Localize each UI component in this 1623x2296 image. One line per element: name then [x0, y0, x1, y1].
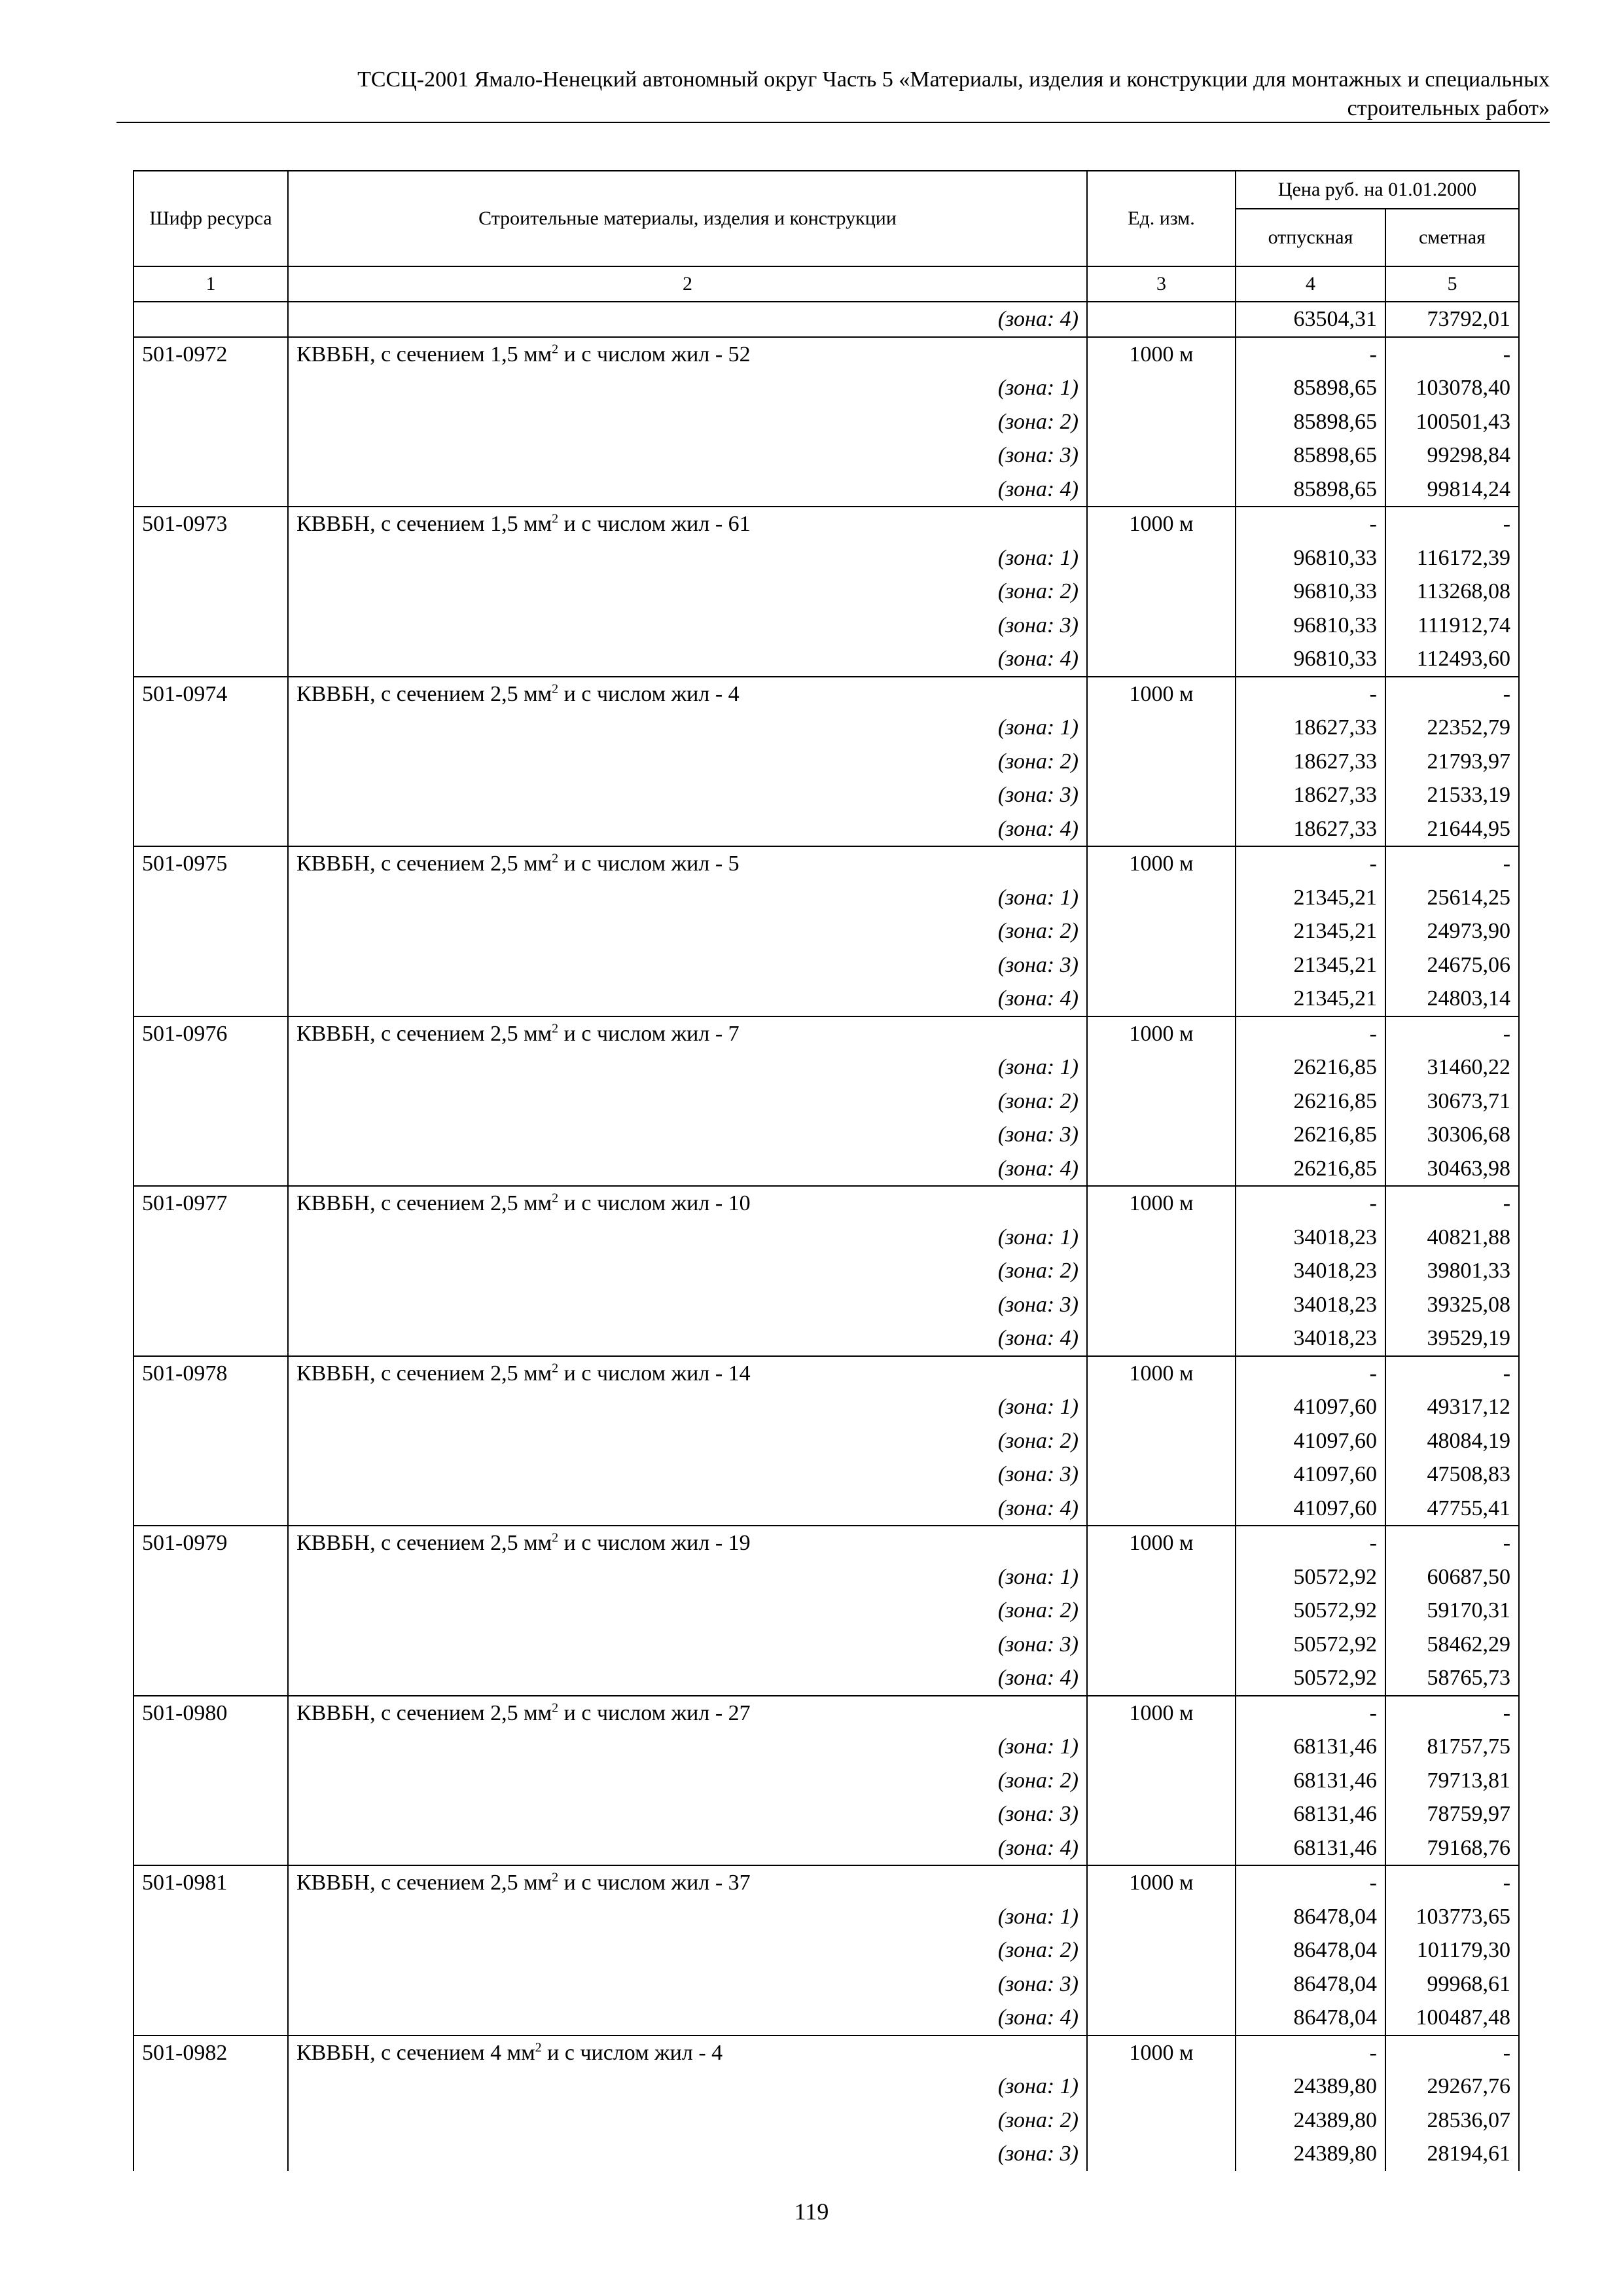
header-estimate: сметная: [1385, 209, 1519, 266]
zone-label: (зона: 1): [288, 1221, 1087, 1255]
zone-row: [134, 881, 1519, 915]
zone-row: [134, 575, 1519, 609]
zone-label: (зона: 1): [288, 881, 1087, 915]
estimate-price: -: [1385, 1186, 1519, 1221]
zone-row: [134, 1221, 1519, 1255]
zone-label: (зона: 4): [288, 302, 1087, 337]
material-name-text: КВВБН, с сечением 4 мм: [296, 2040, 535, 2065]
zone-row: [134, 948, 1519, 982]
unit: 1000 м: [1087, 677, 1236, 711]
estimate-price: 101179,30: [1385, 1933, 1519, 1967]
zone-label: (зона: 4): [288, 642, 1087, 677]
material-name-tail: и с числом жил - 4: [558, 681, 740, 706]
estimate-price: -: [1385, 2036, 1519, 2070]
zone-row: [134, 812, 1519, 847]
unit: 1000 м: [1087, 846, 1236, 881]
release-price: 41097,60: [1236, 1390, 1385, 1424]
release-price: -: [1236, 677, 1385, 711]
estimate-price: 112493,60: [1385, 642, 1519, 677]
release-price: -: [1236, 846, 1385, 881]
zone-row: [134, 2001, 1519, 2036]
estimate-price: 24675,06: [1385, 948, 1519, 982]
zone-label: (зона: 4): [288, 1492, 1087, 1526]
zone-label: (зона: 3): [288, 948, 1087, 982]
estimate-price: 103078,40: [1385, 371, 1519, 405]
zone-row: [134, 473, 1519, 507]
estimate-price: 100501,43: [1385, 405, 1519, 439]
zone-row: [134, 1085, 1519, 1119]
zone-label: (зона: 4): [288, 982, 1087, 1016]
release-price: 24389,80: [1236, 2104, 1385, 2138]
unit-superscript: 2: [552, 1361, 559, 1376]
release-price: 50572,92: [1236, 1594, 1385, 1628]
unit-superscript: 2: [552, 1021, 559, 1036]
unit-superscript: 2: [552, 1700, 559, 1715]
zone-row: [134, 1424, 1519, 1458]
zone-row: [134, 1933, 1519, 1967]
estimate-price: 79168,76: [1385, 1831, 1519, 1866]
release-price: 24389,80: [1236, 2137, 1385, 2171]
unit: 1000 м: [1087, 2036, 1236, 2070]
zone-label: (зона: 3): [288, 778, 1087, 812]
material-name-text: КВВБН, с сечением 2,5 мм: [296, 1361, 552, 1386]
release-price: 96810,33: [1236, 541, 1385, 575]
zone-row: [134, 1661, 1519, 1696]
release-price: -: [1236, 1526, 1385, 1560]
resource-code: 501-0982: [134, 2036, 288, 2070]
zone-label: (зона: 4): [288, 812, 1087, 847]
estimate-price: 59170,31: [1385, 1594, 1519, 1628]
unit: 1000 м: [1087, 1696, 1236, 1731]
material-name: [288, 677, 1087, 711]
zone-label: (зона: 3): [288, 1458, 1087, 1492]
estimate-price: 49317,12: [1385, 1390, 1519, 1424]
zone-row: [134, 1118, 1519, 1152]
estimate-price: 58462,29: [1385, 1628, 1519, 1662]
estimate-price: -: [1385, 1526, 1519, 1560]
running-header: [118, 65, 1550, 123]
release-price: 26216,85: [1236, 1118, 1385, 1152]
zone-row: [134, 1458, 1519, 1492]
zone-row: [134, 1831, 1519, 1866]
zone-row: [134, 541, 1519, 575]
resource-code: 501-0975: [134, 846, 288, 881]
estimate-price: 29267,76: [1385, 2070, 1519, 2104]
zone-label: (зона: 3): [288, 1797, 1087, 1831]
zone-label: (зона: 1): [288, 371, 1087, 405]
estimate-price: -: [1385, 1865, 1519, 1900]
zone-row: [134, 1050, 1519, 1085]
zone-label: (зона: 1): [288, 541, 1087, 575]
table-row: [134, 846, 1519, 881]
table-row: [134, 2036, 1519, 2070]
zone-row: [134, 1730, 1519, 1764]
material-name-tail: и с числом жил - 10: [558, 1191, 751, 1215]
table-body: [134, 302, 1519, 2171]
zone-label: (зона: 3): [288, 1628, 1087, 1662]
material-name-tail: и с числом жил - 7: [558, 1021, 740, 1046]
resource-code: 501-0980: [134, 1696, 288, 1731]
estimate-price: 47508,83: [1385, 1458, 1519, 1492]
estimate-price: 100487,48: [1385, 2001, 1519, 2036]
unit-superscript: 2: [552, 681, 559, 696]
zone-label: (зона: 2): [288, 575, 1087, 609]
release-price: 34018,23: [1236, 1254, 1385, 1288]
release-price: 21345,21: [1236, 881, 1385, 915]
table-row: [134, 1016, 1519, 1051]
material-name-tail: и с числом жил - 14: [558, 1361, 751, 1386]
release-price: -: [1236, 1865, 1385, 1900]
zone-label: (зона: 1): [288, 1050, 1087, 1085]
estimate-price: 21533,19: [1385, 778, 1519, 812]
release-price: 96810,33: [1236, 575, 1385, 609]
release-price: -: [1236, 1186, 1385, 1221]
zone-label: (зона: 1): [288, 1730, 1087, 1764]
zone-label: (зона: 4): [288, 1321, 1087, 1356]
col-number-1: 1: [134, 266, 288, 302]
release-price: 86478,04: [1236, 1967, 1385, 2001]
estimate-price: 22352,79: [1385, 711, 1519, 745]
material-name: [288, 2036, 1087, 2070]
material-name-tail: и с числом жил - 5: [558, 852, 740, 876]
unit: 1000 м: [1087, 1526, 1236, 1560]
resource-code: 501-0973: [134, 507, 288, 541]
unit-superscript: 2: [552, 511, 559, 526]
zone-row: [134, 1321, 1519, 1356]
resource-code: 501-0977: [134, 1186, 288, 1221]
zone-label: (зона: 4): [288, 1661, 1087, 1696]
release-price: 18627,33: [1236, 745, 1385, 779]
release-price: 24389,80: [1236, 2070, 1385, 2104]
material-name-text: КВВБН, с сечением 2,5 мм: [296, 681, 552, 706]
release-price: 21345,21: [1236, 982, 1385, 1016]
carryover-row: [134, 302, 1519, 337]
zone-row: [134, 405, 1519, 439]
estimate-price: -: [1385, 337, 1519, 372]
material-name: [288, 1016, 1087, 1051]
material-name-text: КВВБН, с сечением 1,5 мм: [296, 512, 552, 536]
unit: 1000 м: [1087, 1186, 1236, 1221]
unit: 1000 м: [1087, 337, 1236, 372]
material-name: [288, 1865, 1087, 1900]
header-code: Шифр ресурса: [134, 171, 288, 266]
release-price: 50572,92: [1236, 1560, 1385, 1594]
resource-code: 501-0974: [134, 677, 288, 711]
unit: 1000 м: [1087, 507, 1236, 541]
zone-row: [134, 371, 1519, 405]
estimate-price: -: [1385, 677, 1519, 711]
estimate-price: -: [1385, 1696, 1519, 1731]
resource-code: 501-0981: [134, 1865, 288, 1900]
material-name: [288, 1356, 1087, 1391]
estimate-price: 79713,81: [1385, 1764, 1519, 1798]
unit: 1000 м: [1087, 1356, 1236, 1391]
zone-label: (зона: 3): [288, 2137, 1087, 2171]
estimate-price: 39529,19: [1385, 1321, 1519, 1356]
unit-superscript: 2: [535, 2040, 542, 2055]
release-price: 63504,31: [1236, 302, 1385, 337]
release-price: 50572,92: [1236, 1661, 1385, 1696]
estimate-price: 31460,22: [1385, 1050, 1519, 1085]
zone-label: (зона: 2): [288, 1424, 1087, 1458]
zone-row: [134, 1764, 1519, 1798]
material-name: [288, 1696, 1087, 1731]
estimate-price: -: [1385, 1356, 1519, 1391]
zone-row: [134, 1288, 1519, 1322]
zone-row: [134, 778, 1519, 812]
release-price: 85898,65: [1236, 371, 1385, 405]
zone-label: (зона: 2): [288, 405, 1087, 439]
page-number: 119: [794, 2198, 829, 2225]
estimate-price: 78759,97: [1385, 1797, 1519, 1831]
estimate-price: 99298,84: [1385, 439, 1519, 473]
running-header-line1: ТССЦ-2001 Ямало-Ненецкий автономный округ Часть 5 «Материалы, изделия и конструкции для монтажных и специальных: [357, 67, 1550, 92]
release-price: 34018,23: [1236, 1321, 1385, 1356]
release-price: -: [1236, 1356, 1385, 1391]
release-price: 18627,33: [1236, 711, 1385, 745]
estimate-price: 24803,14: [1385, 982, 1519, 1016]
estimate-price: 30306,68: [1385, 1118, 1519, 1152]
zone-row: [134, 1254, 1519, 1288]
estimate-price: 73792,01: [1385, 302, 1519, 337]
material-name-text: КВВБН, с сечением 2,5 мм: [296, 1871, 552, 1895]
material-name: [288, 507, 1087, 541]
release-price: -: [1236, 1696, 1385, 1731]
estimate-price: -: [1385, 846, 1519, 881]
estimate-price: 48084,19: [1385, 1424, 1519, 1458]
release-price: 26216,85: [1236, 1085, 1385, 1119]
col-number-3: 3: [1087, 266, 1236, 302]
zone-row: [134, 914, 1519, 948]
release-price: 86478,04: [1236, 1900, 1385, 1934]
zone-label: (зона: 1): [288, 2070, 1087, 2104]
release-price: 41097,60: [1236, 1492, 1385, 1526]
unit: 1000 м: [1087, 1016, 1236, 1051]
zone-row: [134, 1797, 1519, 1831]
zone-label: (зона: 3): [288, 1288, 1087, 1322]
running-header-line2: строительных работ»: [1347, 96, 1550, 120]
estimate-price: 24973,90: [1385, 914, 1519, 948]
zone-label: (зона: 4): [288, 1152, 1087, 1187]
material-name-text: КВВБН, с сечением 2,5 мм: [296, 852, 552, 876]
table-row: [134, 1526, 1519, 1560]
estimate-price: 30463,98: [1385, 1152, 1519, 1187]
estimate-price: 81757,75: [1385, 1730, 1519, 1764]
release-price: 85898,65: [1236, 405, 1385, 439]
release-price: -: [1236, 2036, 1385, 2070]
release-price: 18627,33: [1236, 812, 1385, 847]
table-row: [134, 337, 1519, 372]
material-name-text: КВВБН, с сечением 2,5 мм: [296, 1531, 552, 1555]
header-name: Строительные материалы, изделия и конструкции: [288, 171, 1087, 266]
release-price: 86478,04: [1236, 2001, 1385, 2036]
release-price: 85898,65: [1236, 439, 1385, 473]
zone-row: [134, 2137, 1519, 2171]
zone-label: (зона: 2): [288, 914, 1087, 948]
table-row: [134, 1356, 1519, 1391]
zone-label: (зона: 2): [288, 1764, 1087, 1798]
estimate-price: 116172,39: [1385, 541, 1519, 575]
zone-row: [134, 1152, 1519, 1187]
zone-row: [134, 1492, 1519, 1526]
zone-row: [134, 982, 1519, 1016]
release-price: 21345,21: [1236, 914, 1385, 948]
table-row: [134, 1696, 1519, 1731]
release-price: 68131,46: [1236, 1730, 1385, 1764]
zone-label: (зона: 2): [288, 1085, 1087, 1119]
zone-label: (зона: 1): [288, 1390, 1087, 1424]
zone-row: [134, 439, 1519, 473]
zone-row: [134, 642, 1519, 677]
resource-code: 501-0978: [134, 1356, 288, 1391]
release-price: -: [1236, 1016, 1385, 1051]
unit-superscript: 2: [552, 1870, 559, 1885]
zone-label: (зона: 3): [288, 609, 1087, 643]
release-price: -: [1236, 337, 1385, 372]
table-row: [134, 1186, 1519, 1221]
release-price: 68131,46: [1236, 1764, 1385, 1798]
estimate-price: 21793,97: [1385, 745, 1519, 779]
zone-row: [134, 1560, 1519, 1594]
estimate-price: -: [1385, 507, 1519, 541]
zone-row: [134, 609, 1519, 643]
resource-code: 501-0979: [134, 1526, 288, 1560]
release-price: 85898,65: [1236, 473, 1385, 507]
estimate-price: 39801,33: [1385, 1254, 1519, 1288]
release-price: 50572,92: [1236, 1628, 1385, 1662]
resource-code: 501-0972: [134, 337, 288, 372]
zone-label: (зона: 2): [288, 1594, 1087, 1628]
release-price: 26216,85: [1236, 1152, 1385, 1187]
material-name-tail: и с числом жил - 4: [541, 2040, 723, 2065]
zone-label: (зона: 2): [288, 1254, 1087, 1288]
estimate-price: 60687,50: [1385, 1560, 1519, 1594]
zone-label: (зона: 1): [288, 1900, 1087, 1934]
col-number-5: 5: [1385, 266, 1519, 302]
unit-superscript: 2: [552, 851, 559, 866]
release-price: 34018,23: [1236, 1288, 1385, 1322]
estimate-price: 58765,73: [1385, 1661, 1519, 1696]
material-name: [288, 1526, 1087, 1560]
release-price: 96810,33: [1236, 609, 1385, 643]
price-table: [133, 170, 1520, 2171]
zone-label: (зона: 3): [288, 1967, 1087, 2001]
estimate-price: -: [1385, 1016, 1519, 1051]
release-price: 68131,46: [1236, 1831, 1385, 1866]
zone-label: (зона: 1): [288, 1560, 1087, 1594]
estimate-price: 99814,24: [1385, 473, 1519, 507]
header-price: Цена руб. на 01.01.2000: [1236, 171, 1519, 209]
release-price: 68131,46: [1236, 1797, 1385, 1831]
unit-superscript: 2: [552, 1191, 559, 1206]
zone-label: (зона: 2): [288, 2104, 1087, 2138]
zone-label: (зона: 3): [288, 439, 1087, 473]
release-price: 41097,60: [1236, 1424, 1385, 1458]
release-price: 21345,21: [1236, 948, 1385, 982]
material-name-tail: и с числом жил - 37: [558, 1871, 751, 1895]
material-name-tail: и с числом жил - 19: [558, 1531, 751, 1555]
material-name: [288, 846, 1087, 881]
estimate-price: 40821,88: [1385, 1221, 1519, 1255]
zone-row: [134, 1967, 1519, 2001]
material-name-tail: и с числом жил - 27: [558, 1700, 751, 1725]
estimate-price: 47755,41: [1385, 1492, 1519, 1526]
header-rule: [116, 122, 1550, 123]
material-name-tail: и с числом жил - 61: [558, 512, 751, 536]
material-name-text: КВВБН, с сечением 1,5 мм: [296, 342, 552, 367]
unit-superscript: 2: [552, 342, 559, 357]
estimate-price: 113268,08: [1385, 575, 1519, 609]
estimate-price: 103773,65: [1385, 1900, 1519, 1934]
zone-row: [134, 1900, 1519, 1934]
zone-row: [134, 2104, 1519, 2138]
estimate-price: 39325,08: [1385, 1288, 1519, 1322]
estimate-price: 21644,95: [1385, 812, 1519, 847]
zone-row: [134, 745, 1519, 779]
material-name-text: КВВБН, с сечением 2,5 мм: [296, 1021, 552, 1046]
table-row: [134, 507, 1519, 541]
header-unit: Ед. изм.: [1087, 171, 1236, 266]
estimate-price: 28194,61: [1385, 2137, 1519, 2171]
estimate-price: 28536,07: [1385, 2104, 1519, 2138]
zone-row: [134, 1594, 1519, 1628]
col-number-4: 4: [1236, 266, 1385, 302]
col-number-2: 2: [288, 266, 1087, 302]
estimate-price: 111912,74: [1385, 609, 1519, 643]
zone-row: [134, 2070, 1519, 2104]
unit-superscript: 2: [552, 1530, 559, 1545]
release-price: 34018,23: [1236, 1221, 1385, 1255]
zone-label: (зона: 2): [288, 745, 1087, 779]
zone-row: [134, 711, 1519, 745]
material-name-text: КВВБН, с сечением 2,5 мм: [296, 1700, 552, 1725]
material-name: [288, 337, 1087, 372]
zone-label: (зона: 2): [288, 1933, 1087, 1967]
material-name-tail: и с числом жил - 52: [558, 342, 751, 367]
estimate-price: 99968,61: [1385, 1967, 1519, 2001]
zone-row: [134, 1628, 1519, 1662]
release-price: 18627,33: [1236, 778, 1385, 812]
estimate-price: 30673,71: [1385, 1085, 1519, 1119]
table-row: [134, 677, 1519, 711]
material-name-text: КВВБН, с сечением 2,5 мм: [296, 1191, 552, 1215]
table-row: [134, 1865, 1519, 1900]
header-release: отпускная: [1236, 209, 1385, 266]
zone-label: (зона: 4): [288, 2001, 1087, 2036]
release-price: 41097,60: [1236, 1458, 1385, 1492]
zone-label: (зона: 4): [288, 473, 1087, 507]
zone-label: (зона: 3): [288, 1118, 1087, 1152]
release-price: 96810,33: [1236, 642, 1385, 677]
release-price: -: [1236, 507, 1385, 541]
estimate-price: 25614,25: [1385, 881, 1519, 915]
material-name: [288, 1186, 1087, 1221]
zone-row: [134, 1390, 1519, 1424]
unit: 1000 м: [1087, 1865, 1236, 1900]
release-price: 26216,85: [1236, 1050, 1385, 1085]
release-price: 86478,04: [1236, 1933, 1385, 1967]
zone-label: (зона: 1): [288, 711, 1087, 745]
resource-code: 501-0976: [134, 1016, 288, 1051]
zone-label: (зона: 4): [288, 1831, 1087, 1866]
